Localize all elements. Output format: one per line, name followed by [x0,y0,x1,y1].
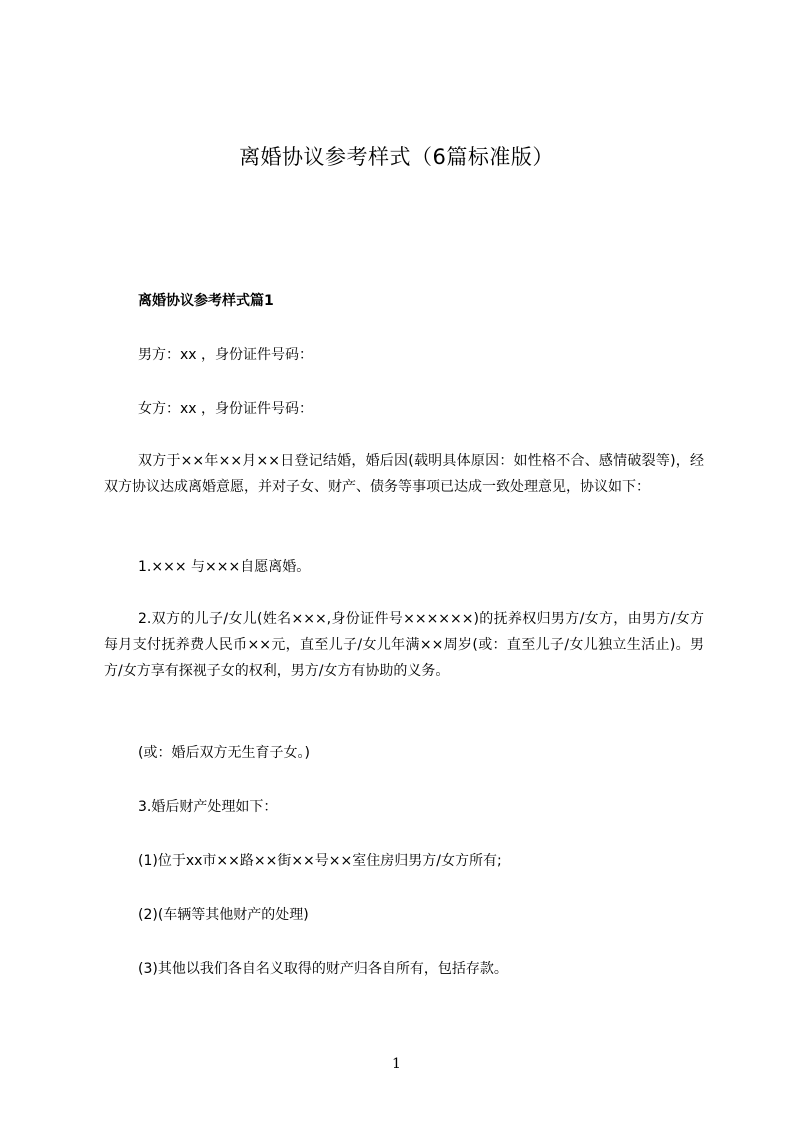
section-heading: 离婚协议参考样式篇1 [138,293,274,309]
intro-paragraph: 双方于××年××月××日登记结婚，婚后因(载明具体原因：如性格不合、感情破裂等)，经双方协议达成离婚意愿，并对子女、财产、债务等事项已达成一致处理意见，协议如下： [104,453,704,495]
page-number: 1 [392,1056,401,1072]
clause-2: 2.双方的儿子/女儿(姓名×××,身份证件号××××××)的抚养权归男方/女方，由男方/女方每月支付抚养费人民币××元，直至儿子/女儿年满××周岁(或：直至儿子/女儿独立生活止)。男方/女方享有探视子女的权利，男方/女方有协助的义务。 [104,611,704,679]
clause-3: 3.婚后财产处理如下： [138,799,278,815]
clause-2-alternative: (或：婚后双方无生育子女。) [138,745,310,761]
clause-3-item-1: (1)位于xx市××路××街××号××室住房归男方/女方所有; [138,853,502,869]
clause-1: 1.××× 与×××自愿离婚。 [138,559,311,575]
man-info-line: 男方：xx ，身份证件号码： [138,347,314,363]
clause-3-item-2: (2)(车辆等其他财产的处理) [138,907,309,923]
woman-info-line: 女方：xx ，身份证件号码： [138,401,314,417]
clause-3-item-3: (3)其他以我们各自名义取得的财产归各自所有，包括存款。 [138,961,508,977]
document-title: 离婚协议参考样式（6篇标准版） [239,145,554,169]
